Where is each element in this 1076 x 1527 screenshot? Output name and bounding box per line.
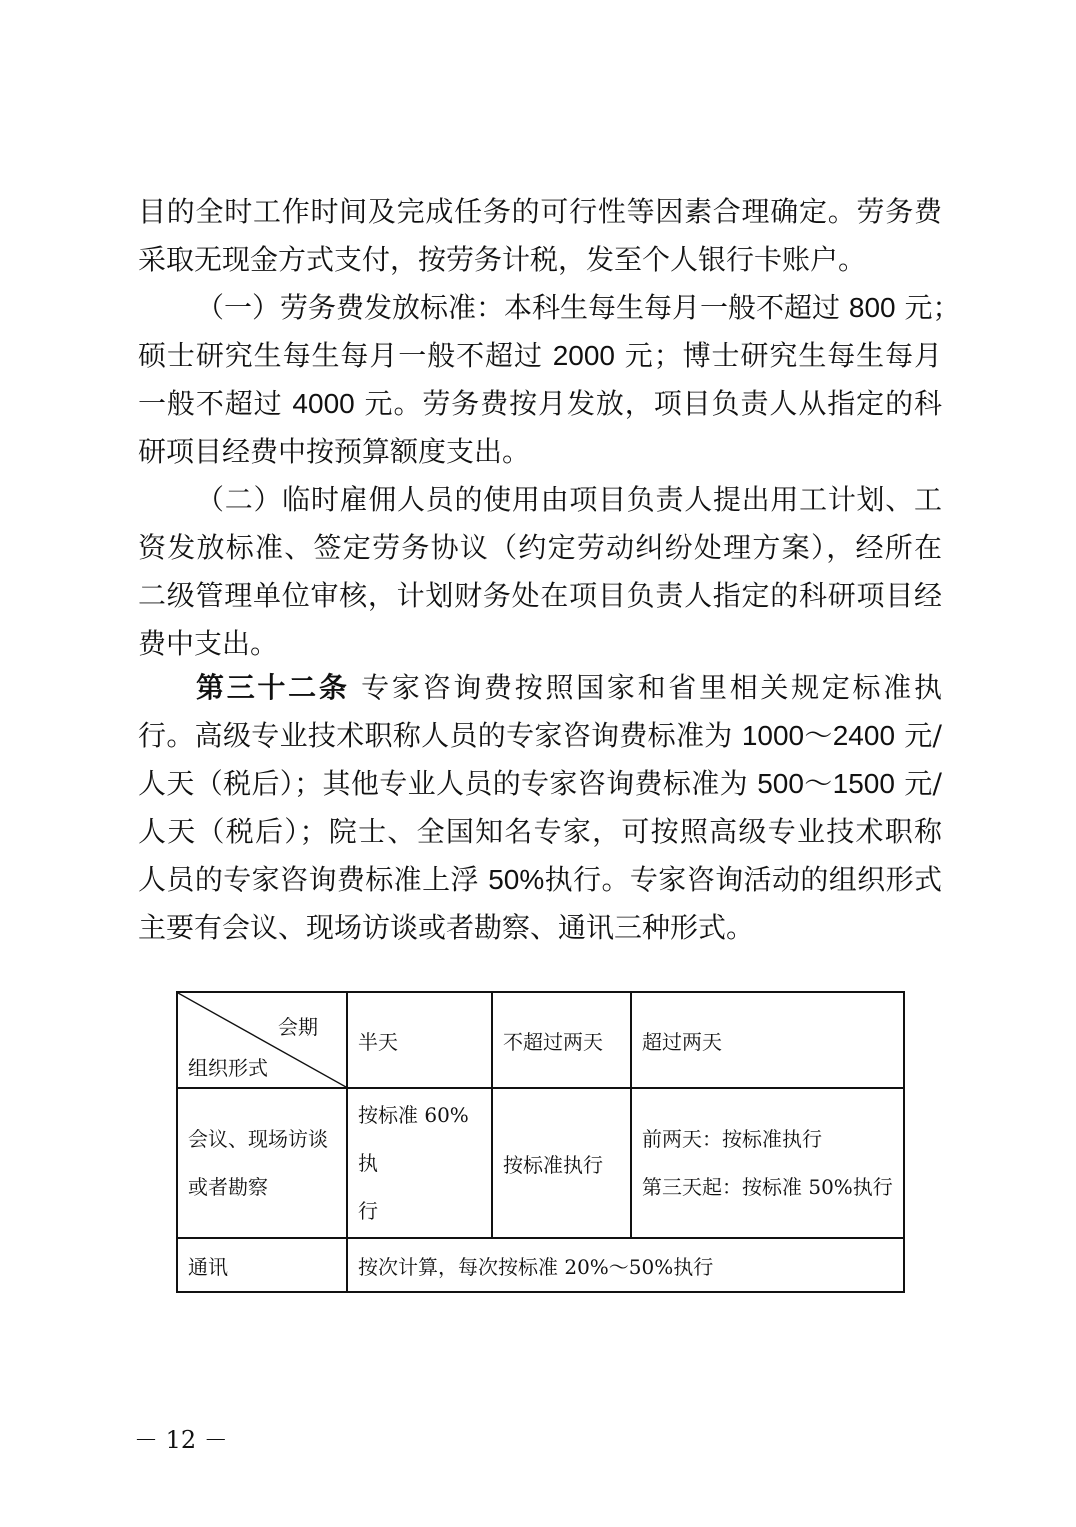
body-text-segment: 4000 [292,388,355,419]
article-heading: 第三十二条 [196,671,350,704]
body-text-segment: 资发放标准、签定劳务协议（约定劳动纠纷处理方案），经所在 [138,531,942,564]
table-header-row [177,992,904,1088]
body-text-segment: 500～1500 [757,768,895,799]
body-line [138,336,942,376]
body-line [138,716,942,756]
cell-meeting-half-day [347,1088,492,1238]
row-label-communication: 通讯 [177,1238,347,1292]
page-number: － 12 － [134,1426,228,1454]
body-text-segment: 50% [488,864,545,895]
body-text-segment: 元/ [894,767,942,800]
body-text-segment: 主要有会议、现场访谈或者勘察、通讯三种形式。 [138,911,755,944]
body-text-segment: 人天（税后）；院士、全国知名专家，可按照高级专业技术职称 [138,815,942,848]
table-corner-cell [177,992,347,1088]
cell-line: 第三天起：按标准 50%执行 [642,1175,893,1199]
table-row [177,1088,904,1238]
body-line [138,384,942,424]
body-line [138,908,942,948]
body-text-segment: 元；博士研究生每生每月 [614,339,942,372]
body-line [138,860,942,900]
cell-meeting-within-two-days: 按标准执行 [492,1088,631,1238]
cell-line: 行 [358,1199,378,1223]
row-label-line: 会议、现场访谈 [188,1127,328,1151]
body-line [196,480,942,520]
body-text-segment: （一）劳务费发放标准：本科生每生每月一般不超过 [196,291,849,324]
body-text-segment: 执行。专家咨询活动的组织形式 [544,863,942,896]
body-text-segment: 专家咨询费按照国家和省里相关规定标准执 [349,671,942,704]
body-line [196,668,942,708]
body-text-segment: 元/ [895,719,942,752]
cell-line: 按标准 60%执 [358,1103,469,1175]
body-line [138,812,942,852]
corner-label-format: 组织形式 [188,1056,268,1080]
body-line [138,240,942,280]
body-text-segment: 行。高级专业技术职称人员的专家咨询费标准为 [138,719,742,752]
body-line [138,764,942,804]
body-text-segment: 2000 [552,340,615,371]
body-line [138,432,942,472]
body-text-segment: 采取无现金方式支付，按劳务计税，发至个人银行卡账户。 [138,243,867,276]
header-half-day: 半天 [347,992,492,1088]
body-text-segment: 二级管理单位审核，计划财务处在项目负责人指定的科研项目经 [138,579,942,612]
body-line [138,528,942,568]
body-text-segment: 元。劳务费按月发放，项目负责人从指定的科 [354,387,942,420]
cell-line: 前两天：按标准执行 [642,1127,822,1151]
body-text-segment: 一般不超过 [138,387,293,420]
cell-communication-value: 按次计算，每次按标准 20%～50%执行 [347,1238,904,1292]
header-within-two-days: 不超过两天 [492,992,631,1088]
body-text-segment: 1000～2400 [741,720,896,751]
body-line [196,288,961,328]
corner-label-period: 会期 [278,1015,318,1039]
body-text-segment: 目的全时工作时间及完成任务的可行性等因素合理确定。劳务费 [138,195,942,228]
row-label-line: 或者勘察 [188,1175,268,1199]
body-text-segment: 人天（税后）；其他专业人员的专家咨询费标准为 [138,767,758,800]
body-text-segment: 费中支出。 [138,627,279,660]
body-line [138,192,942,232]
body-line [138,624,942,664]
row-label-meeting [177,1088,347,1238]
body-text-segment: 800 [848,292,896,323]
body-line [138,576,942,616]
expert-fee-table [176,991,905,1293]
body-text-segment: 硕士研究生每生每月一般不超过 [138,339,553,372]
cell-meeting-over-two-days [631,1088,904,1238]
body-text-segment: 研项目经费中按预算额度支出。 [138,435,531,468]
body-text-segment: 人员的专家咨询费标准上浮 [138,863,489,896]
body-text-segment: 元； [895,291,961,324]
body-text-segment: （二）临时雇佣人员的使用由项目负责人提出用工计划、工 [196,483,942,516]
header-over-two-days: 超过两天 [631,992,904,1088]
table-row [177,1238,904,1292]
